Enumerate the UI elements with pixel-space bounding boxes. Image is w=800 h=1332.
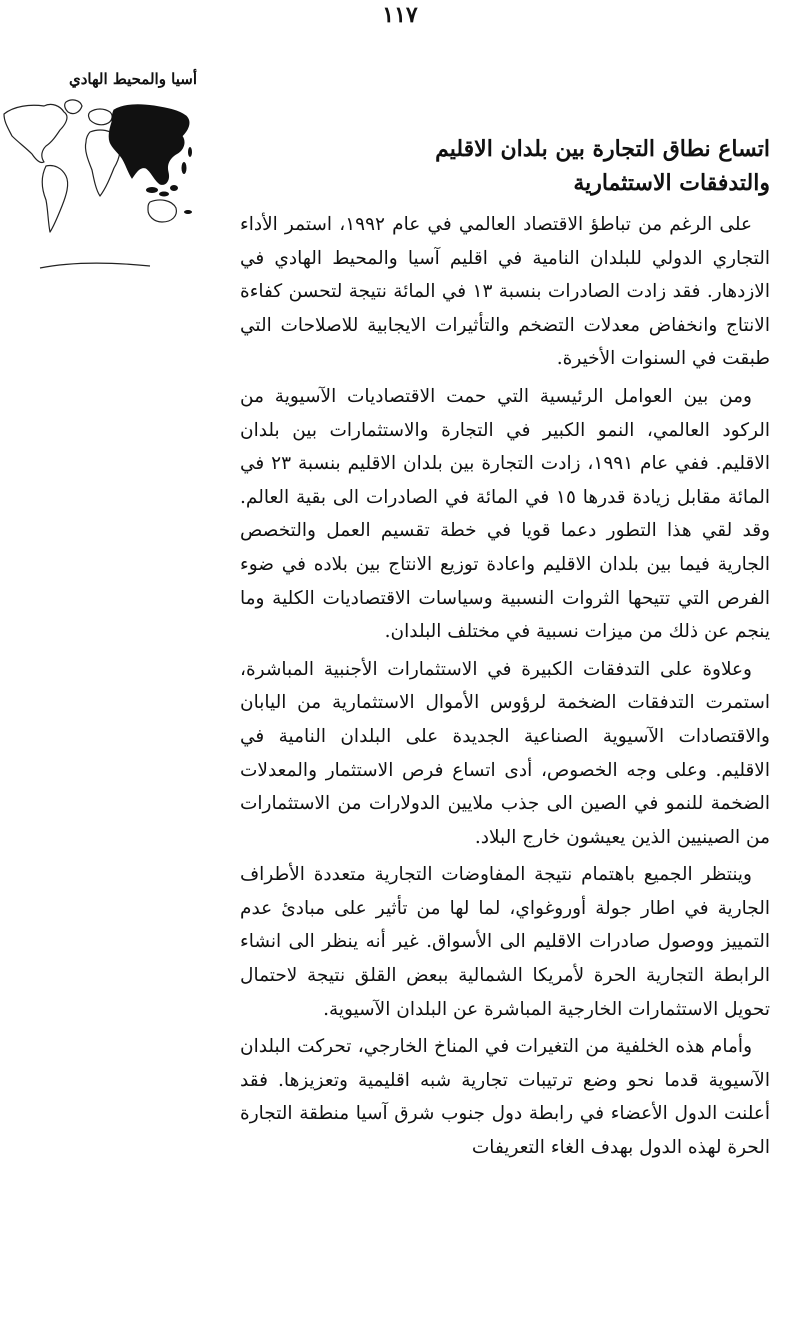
world-map-icon: [0, 92, 200, 274]
article-title: [240, 132, 770, 200]
map-south-america: [42, 165, 67, 232]
world-map-svg: [0, 92, 200, 274]
page-number: ١١٧: [382, 2, 418, 28]
map-greenland: [65, 100, 82, 114]
article-title-line-2: والتدفقات الاستثمارية: [573, 170, 770, 196]
paragraph-4: وينتظر الجميع باهتمام نتيجة المفاوضات التجارية متعددة الأطراف الجارية في اطار جولة أوروغواي، لما لها من تأثير على مبادئ عدم التمييز ووصول صادرات الاقليم الى الأسواق. غير أنه ينظر الى انشاء الرابطة التجارية الحرة لأمريكا الشمالية ببعض القلق نتيجة لاحتمال تحويل الاستثمارات الخارجية المباشرة عن البلدان الآسيوية.: [240, 864, 770, 1020]
paragraph-5: وأمام هذه الخلفية من التغيرات في المناخ الخارجي، تحركت البلدان الآسيوية قدما نحو وضع ترتيبات تجارية شبه اقليمية وتعزيزها. فقد أعلنت الدول الأعضاء في رابطة دول جنوب شرق آسيا منطقة التجارة الحرة لهذه الدول بهدف الغاء التعريفات: [240, 1036, 770, 1159]
paragraph-3: وعلاوة على التدفقات الكبيرة في الاستثمارات الأجنبية المباشرة، استمرت التدفقات الضخمة لرؤوس الأموال الاستثمارية من اليابان والاقتصادات الآسيوية الصناعية الجديدة على البلدان النامية في الاقليم. وعلى وجه الخصوص، أدى اتساع فرص الاستثمار والمعدلات الضخمة للنمو في الصين الى جذب ملايين الدولارات من الاستثمارات من الصينيين الذين يعيشون خارج البلاد.: [240, 658, 770, 848]
map-europe: [89, 109, 113, 125]
map-antarctica: [40, 263, 150, 268]
article-title-line-1: اتساع نطاق التجارة بين بلدان الاقليم: [435, 136, 770, 162]
article: [240, 132, 770, 1169]
paragraph-1: على الرغم من تباطؤ الاقتصاد العالمي في عام ١٩٩٢، استمر الأداء التجاري الدولي للبلدان النامية في اقليم آسيا والمحيط الهادي في الازدهار. فقد زادت الصادرات بنسبة ١٣ في المائة نتيجة لتحسن كفاءة الانتاج وانخفاض معدلات التضخم والتأثيرات الايجابية للاصلاحات التي طبقت في السنوات الأخيرة.: [240, 214, 770, 370]
region-label: أسيا والمحيط الهادي: [68, 70, 197, 88]
paragraph-2: ومن بين العوامل الرئيسية التي حمت الاقتصاديات الآسيوية من الركود العالمي، النمو الكبير في التجارة والاستثمارات بين بلدان الاقليم. ففي عام ١٩٩١، زادت التجارة بين بلدان الاقليم بنسبة ٢٣ في المائة مقابل زيادة قدرها ١٥ في المائة في الصادرات الى بقية العالم. وقد لقي هذا التطور دعما قويا في خطة تقسيم العمل والتخصص الجارية فيما بين بلدان الاقليم واعادة توزيع الانتاج بين بلاده في ضوء الفرص التي تتيحها الثروات النسبية وسياسات الاقتصاديات الكلية وما ينجم عن ذلك من ميزات نسبية في مختلف البلدان.: [240, 385, 771, 643]
map-asia-highlight: [109, 105, 189, 185]
map-north-america: [4, 104, 67, 162]
map-australia: [148, 200, 176, 222]
